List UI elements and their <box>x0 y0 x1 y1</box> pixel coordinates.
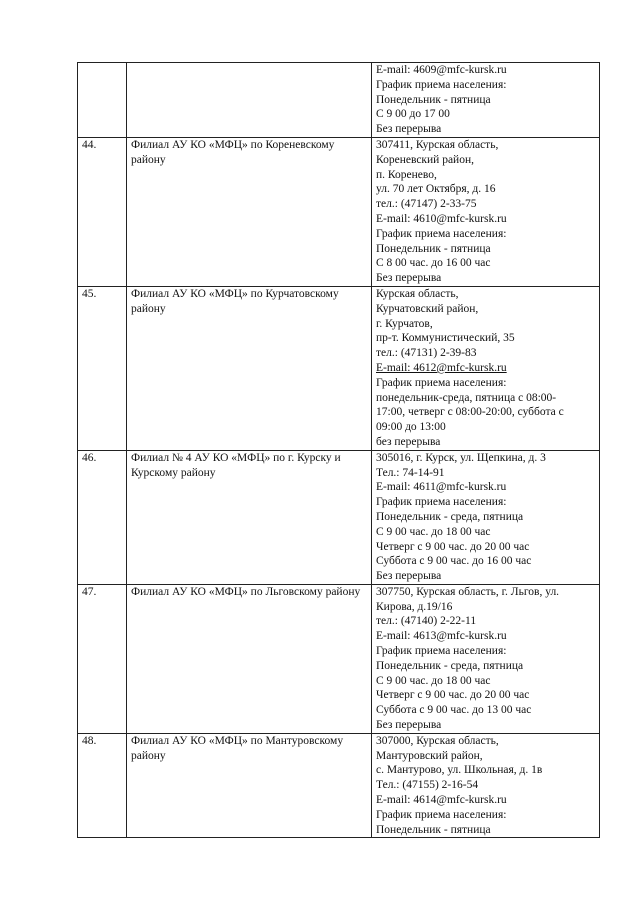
detail-line: График приема населения: <box>376 78 507 91</box>
table-row <box>78 63 600 138</box>
detail-line: Мантуровский район, <box>376 749 483 762</box>
table-row <box>78 584 600 733</box>
detail-line: E-mail: 4610@mfc-kursk.ru <box>376 212 507 225</box>
branch-name <box>127 63 372 138</box>
detail-line: 307000, Курская область, <box>376 734 499 747</box>
detail-line: понедельник-среда, пятница с 08:00- <box>376 391 557 404</box>
detail-line: График приема населения: <box>376 227 507 240</box>
detail-line: 305016, г. Курск, ул. Щепкина, д. 3 <box>376 451 546 464</box>
detail-line: Кирова, д.19/16 <box>376 600 453 613</box>
detail-line: E-mail: 4609@mfc-kursk.ru <box>376 64 507 76</box>
detail-line: п. Коренево, <box>376 168 437 181</box>
detail-line: тел.: (47147) 2-33-75 <box>376 198 477 211</box>
detail-line: Понедельник - пятница <box>376 823 491 836</box>
row-number: 46. <box>78 450 127 584</box>
detail-line: С 8 00 час. до 16 00 час <box>376 257 491 270</box>
detail-line: Тел.: (47155) 2-16-54 <box>376 779 479 792</box>
detail-line: График приема населения: <box>376 645 507 658</box>
detail-line: Без перерыва <box>376 272 442 285</box>
detail-line: Понедельник - среда, пятница <box>376 659 524 672</box>
detail-line: 307411, Курская область, <box>376 138 499 151</box>
detail-line: Кореневский район, <box>376 153 474 166</box>
detail-line: График приема населения: <box>376 808 507 821</box>
detail-line: Курская область, <box>376 287 459 300</box>
detail-line: С 9 00 час. до 18 00 час <box>376 525 491 538</box>
detail-line: г. Курчатов, <box>376 317 433 330</box>
detail-line: Четверг с 9 00 час. до 20 00 час <box>376 540 530 553</box>
row-number: 44. <box>78 137 127 286</box>
branch-table <box>77 62 600 838</box>
branch-name: Филиал АУ КО «МФЦ» по Льговскому району <box>127 584 372 733</box>
row-number: 48. <box>78 733 127 838</box>
branch-details <box>372 63 600 138</box>
branch-details <box>372 733 600 838</box>
detail-line: Понедельник - пятница <box>376 93 491 106</box>
branch-name: Филиал АУ КО «МФЦ» по Мантуровскому району <box>127 733 372 838</box>
detail-line: ул. 70 лет Октября, д. 16 <box>376 183 496 196</box>
row-number: 45. <box>78 286 127 450</box>
detail-line: 09:00 до 13:00 <box>376 421 446 434</box>
table-row <box>78 733 600 838</box>
detail-line: Понедельник - пятница <box>376 242 491 255</box>
detail-line: Тел.: 74-14-91 <box>376 466 445 479</box>
branch-table-body <box>78 63 600 838</box>
branch-details <box>372 584 600 733</box>
detail-line: E-mail: 4613@mfc-kursk.ru <box>376 630 507 643</box>
branch-name: Филиал АУ КО «МФЦ» по Кореневскому району <box>127 137 372 286</box>
detail-line: График приема населения: <box>376 496 507 509</box>
detail-line: тел.: (47140) 2-22-11 <box>376 615 477 628</box>
detail-line: Без перерыва <box>376 570 442 583</box>
detail-line: Курчатовский район, <box>376 302 479 315</box>
detail-line: Без перерыва <box>376 123 442 136</box>
detail-line: с. Мантурово, ул. Школьная, д. 1в <box>376 764 543 777</box>
detail-line: Суббота с 9 00 час. до 13 00 час <box>376 704 532 717</box>
table-row <box>78 286 600 450</box>
detail-line: График приема населения: <box>376 376 507 389</box>
row-number: 47. <box>78 584 127 733</box>
detail-line: Понедельник - среда, пятница <box>376 510 524 523</box>
detail-line: 17:00, четверг с 08:00-20:00, суббота с <box>376 406 564 419</box>
branch-name: Филиал № 4 АУ КО «МФЦ» по г. Курску и Курскому району <box>127 450 372 584</box>
branch-details <box>372 450 600 584</box>
detail-line: без перерыва <box>376 435 441 448</box>
branch-details <box>372 137 600 286</box>
detail-line: С 9 00 до 17 00 <box>376 108 450 121</box>
detail-line: E-mail: 4614@mfc-kursk.ru <box>376 794 507 807</box>
table-row <box>78 137 600 286</box>
detail-line: С 9 00 час. до 18 00 час <box>376 674 491 687</box>
detail-line: Четверг с 9 00 час. до 20 00 час <box>376 689 530 702</box>
branch-details <box>372 286 600 450</box>
row-number <box>78 63 127 138</box>
detail-line: E-mail: 4611@mfc-kursk.ru <box>376 481 507 494</box>
detail-line: 307750, Курская область, г. Льгов, ул. <box>376 585 560 598</box>
branch-name: Филиал АУ КО «МФЦ» по Курчатовскому району <box>127 286 372 450</box>
detail-line: пр-т. Коммунистический, 35 <box>376 332 515 345</box>
table-row <box>78 450 600 584</box>
email-link[interactable]: E-mail: 4612@mfc-kursk.ru <box>376 361 507 374</box>
detail-line: тел.: (47131) 2-39-83 <box>376 347 477 360</box>
detail-line: Без перерыва <box>376 719 442 732</box>
detail-line: Суббота с 9 00 час. до 16 00 час <box>376 555 532 568</box>
